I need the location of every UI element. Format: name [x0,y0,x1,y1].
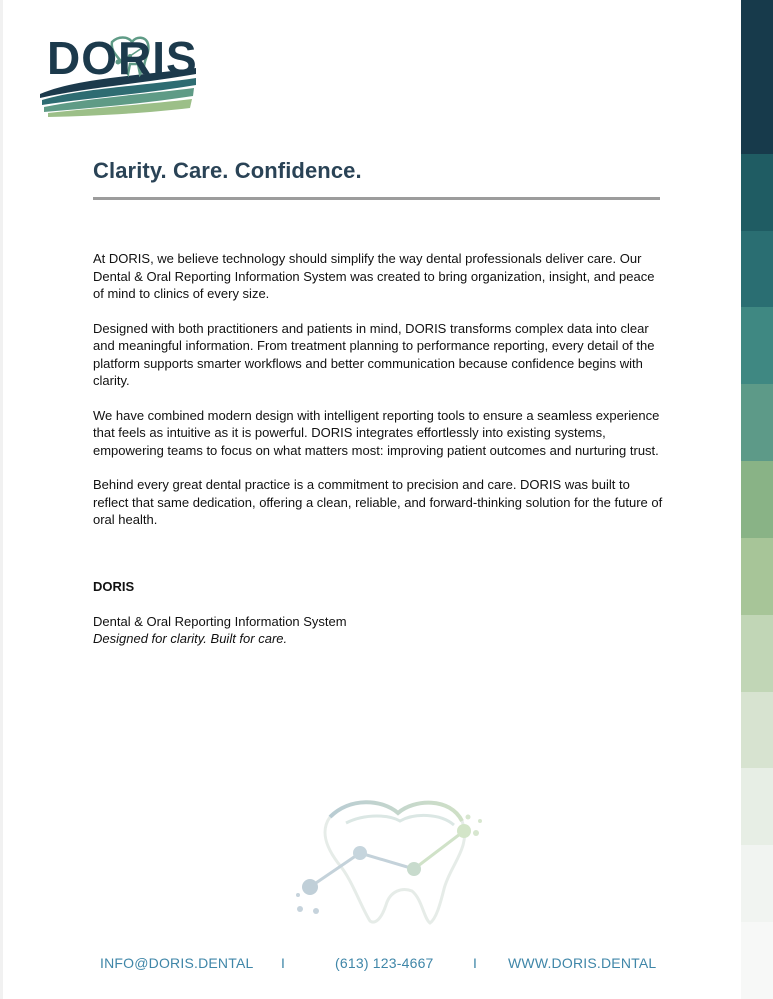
title-divider [93,197,660,200]
strip-swatch [741,384,773,461]
signature: DORIS [93,579,135,594]
page-edge [0,0,3,999]
doris-logo [38,28,200,126]
strip-swatch [741,231,773,308]
phone-number[interactable]: (613) 123-4667 [335,955,434,971]
strip-swatch [741,154,773,231]
email-link[interactable]: INFO@DORIS.DENTAL [100,955,254,971]
tooth-emblem-icon [290,795,485,930]
strip-swatch [741,922,773,999]
page-title: Clarity. Care. Confidence. [93,158,362,183]
strip-swatch [741,615,773,692]
strip-swatch [741,845,773,922]
strip-swatch [741,0,773,77]
paragraph: We have combined modern design with intelligent reporting tools to ensure a seamless experience that feels as intuitive as it is powerful. DORIS integrates effortlessly into existing systems, empowering teams to focus on what matters most: improving patient outcomes and nurturing trust. [93,407,660,458]
paragraph: Designed with both practitioners and patients in mind, DORIS transforms complex data into clear and meaningful information. From treatment planning to performance reporting, every detail of the platform supports smarter workflows and better communication because confidence begins with clarity. [93,320,655,388]
strip-swatch [741,538,773,615]
footer-separator: I [473,955,478,971]
tagline: Designed for clarity. Built for care. [93,631,288,646]
paragraph: Behind every great dental practice is a commitment to precision and care. DORIS was built to reflect that same dedication, offering a clean, reliable, and forward-thinking solution for the future of oral health. [93,477,663,527]
strip-swatch [741,692,773,769]
logo-wordmark: DORIS [47,32,198,84]
strip-swatch [741,307,773,384]
strip-swatch [741,77,773,154]
contact-footer [0,955,741,975]
strip-swatch [741,461,773,538]
strip-swatch [741,768,773,845]
paragraph: At DORIS, we believe technology should simplify the way dental professionals deliver care. Our Dental & Oral Reporting Information System was created to bring organization, insight, and peace of mind to clinics of every size. [93,251,655,301]
product-name: Dental & Oral Reporting Information System [93,614,347,629]
website-link[interactable]: WWW.DORIS.DENTAL [508,955,657,971]
footer-separator: I [281,955,286,971]
side-color-strip [741,0,773,999]
letter-body [93,250,663,546]
